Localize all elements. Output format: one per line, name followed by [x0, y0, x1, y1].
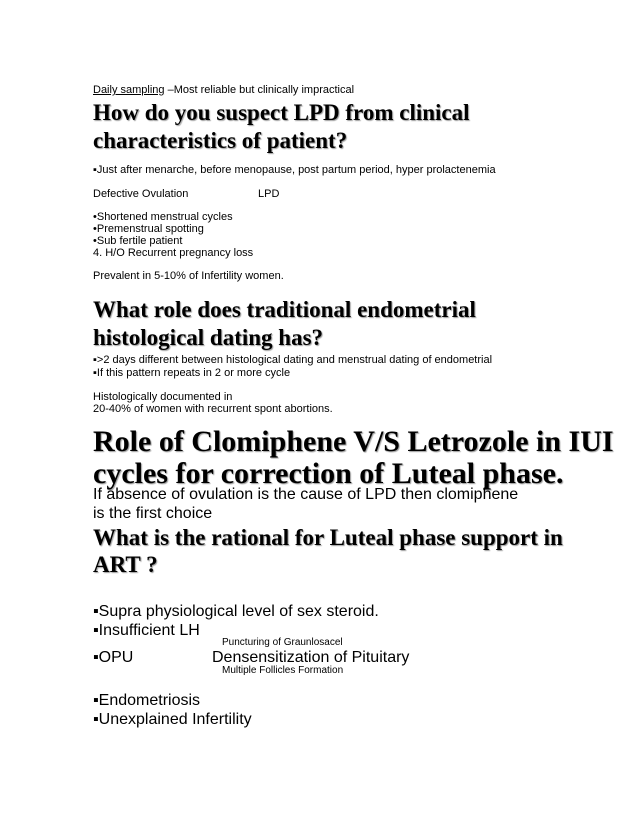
lpd-label: LPD — [258, 188, 280, 200]
heading-luteal-support-line1: What is the rational for Luteal phase support in — [93, 525, 563, 550]
daily-sampling-line — [93, 84, 354, 97]
opu-bullet: ▪OPU — [93, 649, 134, 666]
supra-physiological-bullet: ▪Supra physiological level of sex steroid. — [93, 603, 379, 620]
heading-histological-dating-line2: histological dating has? — [93, 325, 324, 350]
histological-note-line1: Histologically documented in — [93, 391, 233, 403]
prevalence-text: Prevalent in 5-10% of Infertility women. — [93, 270, 284, 282]
histological-note-line2: 20-40% of women with recurrent spont abortions. — [93, 403, 333, 415]
clomiphene-body-line1: If absence of ovulation is the cause of LPD then clomiphene — [93, 486, 519, 503]
defective-ovulation-label: Defective Ovulation — [93, 188, 189, 200]
daily-sampling-description: –Most reliable but clinically impractical — [164, 84, 355, 96]
pattern-repeats-bullet: ▪If this pattern repeats in 2 or more cycle — [93, 367, 291, 379]
unexplained-infertility-bullet: ▪Unexplained Infertility — [93, 711, 252, 728]
daily-sampling-term: Daily sampling — [93, 84, 165, 96]
lpd-risk-periods-bullet: ▪Just after menarche, before menopause, post partum period, hyper prolactenemia — [93, 164, 496, 176]
follicles-note: Multiple Follicles Formation — [222, 665, 344, 676]
heading-clomiphene-letrozole-line1: Role of Clomiphene V/S Letrozole in IUI — [93, 425, 614, 458]
heading-luteal-support-line2: ART ? — [93, 552, 158, 577]
list-item: •Shortened menstrual cycles — [93, 211, 233, 223]
endometriosis-bullet: ▪Endometriosis — [93, 692, 201, 709]
heading-suspect-lpd-line1: How do you suspect LPD from clinical — [93, 100, 470, 125]
heading-clomiphene-letrozole-line2: cycles for correction of Luteal phase. — [93, 457, 564, 490]
list-item: 4. H/O Recurrent pregnancy loss — [93, 247, 254, 259]
clomiphene-body-line2: is the first choice — [93, 505, 213, 522]
insufficient-lh-bullet: ▪Insufficient LH — [93, 622, 200, 639]
densensitization-text: Densensitization of Pituitary — [212, 649, 410, 666]
puncturing-note: Puncturing of Graunlosacel — [222, 637, 343, 648]
heading-suspect-lpd-line2: characteristics of patient? — [93, 128, 348, 153]
list-item: •Sub fertile patient — [93, 235, 183, 247]
list-item: •Premenstrual spotting — [93, 223, 204, 235]
dating-difference-bullet: ▪>2 days different between histological dating and menstrual dating of endometrial — [93, 354, 493, 366]
heading-histological-dating-line1: What role does traditional endometrial — [93, 297, 476, 322]
